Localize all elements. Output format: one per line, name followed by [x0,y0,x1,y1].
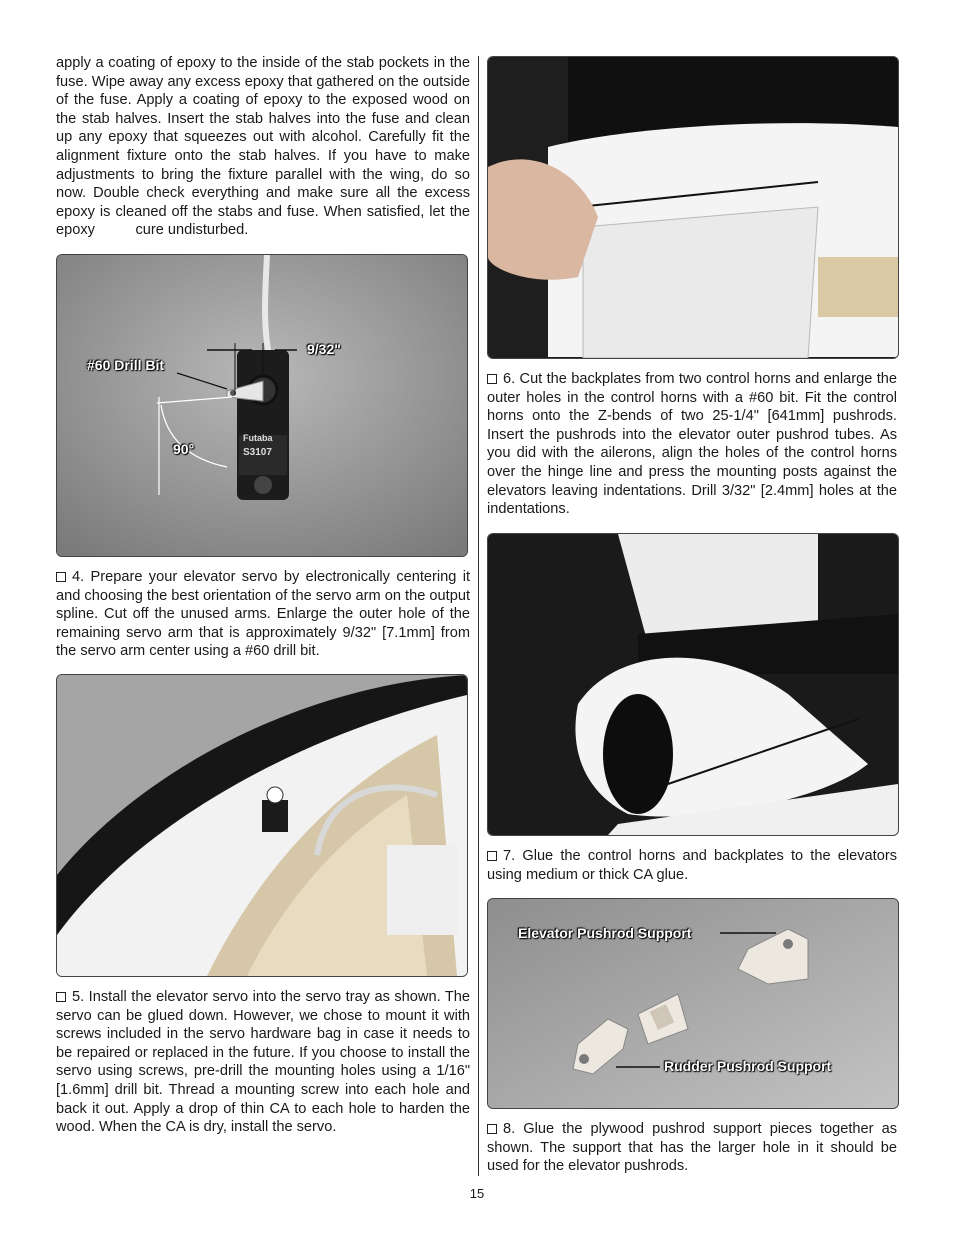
step-6: 6. Cut the backplates from two control horns and enlarge the outer holes in the control horns with a #60 bit. Fit the control horns onto the Z-bends of two 25-1/4" [641mm] pushrods. Insert the pushrods into the elevator outer pushrod tubes. As you did with the ailerons, align the holes of the control horns over the hinge line and press the mounting posts against the elevators leaving indentations. Drill 3/32" [2.4mm] holes at the indentations. [487,371,897,518]
intro-paragraph: apply a coating of epoxy to the inside of the stab pockets in the fuse. Wipe away any excess epoxy that gathered on the outside of the fuse. Apply a coating of epoxy to the exposed wood on the stab halves. Insert the stab halves into the fuse and clean up any epoxy that squeezes out with alcohol. Carefully fit the alignment fixture onto the stab halves. If you have to make adjustments to bring the fixture parallel with the wing, do so now. Double check everything and make sure all the excess epoxy is cleaned off the stabs and fuse. When satisfied, let the epoxy cure undisturbed. [56,55,470,239]
step-5: 5. Install the elevator servo into the servo tray as shown. The servo can be glued down. However, we chose to mount it with screws included in the servo hardware bag in case it needs to be repaired or replaced in the future. If you choose to install the servo using screws, pre-drill the mounting holes using a 1/16" [1.6mm] drill bit. Thread a mounting screw into each hole and back it out. Apply a drop of thin CA to each hole to harden the wood. When the CA is dry, install the servo. [56,989,470,1136]
step-4-checkbox[interactable] [56,572,66,582]
servo-model: S3107 [243,447,272,458]
rudder-support-label: Rudder Pushrod Support [664,1058,832,1074]
step-7: 7. Glue the control horns and backplates to the elevators using medium or thick CA glue. [487,848,897,883]
elevator-support-label: Elevator Pushrod Support [518,925,692,941]
angle-label: 90° [173,441,195,457]
drill-bit-label: #60 Drill Bit [87,357,165,373]
step-8-checkbox[interactable] [487,1124,497,1134]
step-4: 4. Prepare your elevator servo by electronically centering it and choosing the best orientation of the servo arm on the output spline. Cut off the unused arms. Enlarge the outer hole of the remaining servo arm that is approximately 9/32" [7.1mm] from the servo arm center using a #60 drill bit. [56,569,470,660]
step-7-checkbox[interactable] [487,851,497,861]
step-5-checkbox[interactable] [56,992,66,1002]
page-number: 15 [469,1186,485,1201]
column-divider [478,56,479,1176]
pushrod-support-photo [487,898,899,1109]
step-6-checkbox[interactable] [487,374,497,384]
servo-tray-photo [56,674,468,977]
step-8: 8. Glue the plywood pushrod support pieces together as shown. The support that has the larger hole in it should be used for the elevator pushrods. [487,1121,897,1175]
control-horn-photo [487,56,899,359]
servo-arm-photo [56,254,468,557]
dimension-label: 9/32" [307,341,341,357]
elevator-horn-photo [487,533,899,836]
servo-brand: Futaba [243,433,273,443]
